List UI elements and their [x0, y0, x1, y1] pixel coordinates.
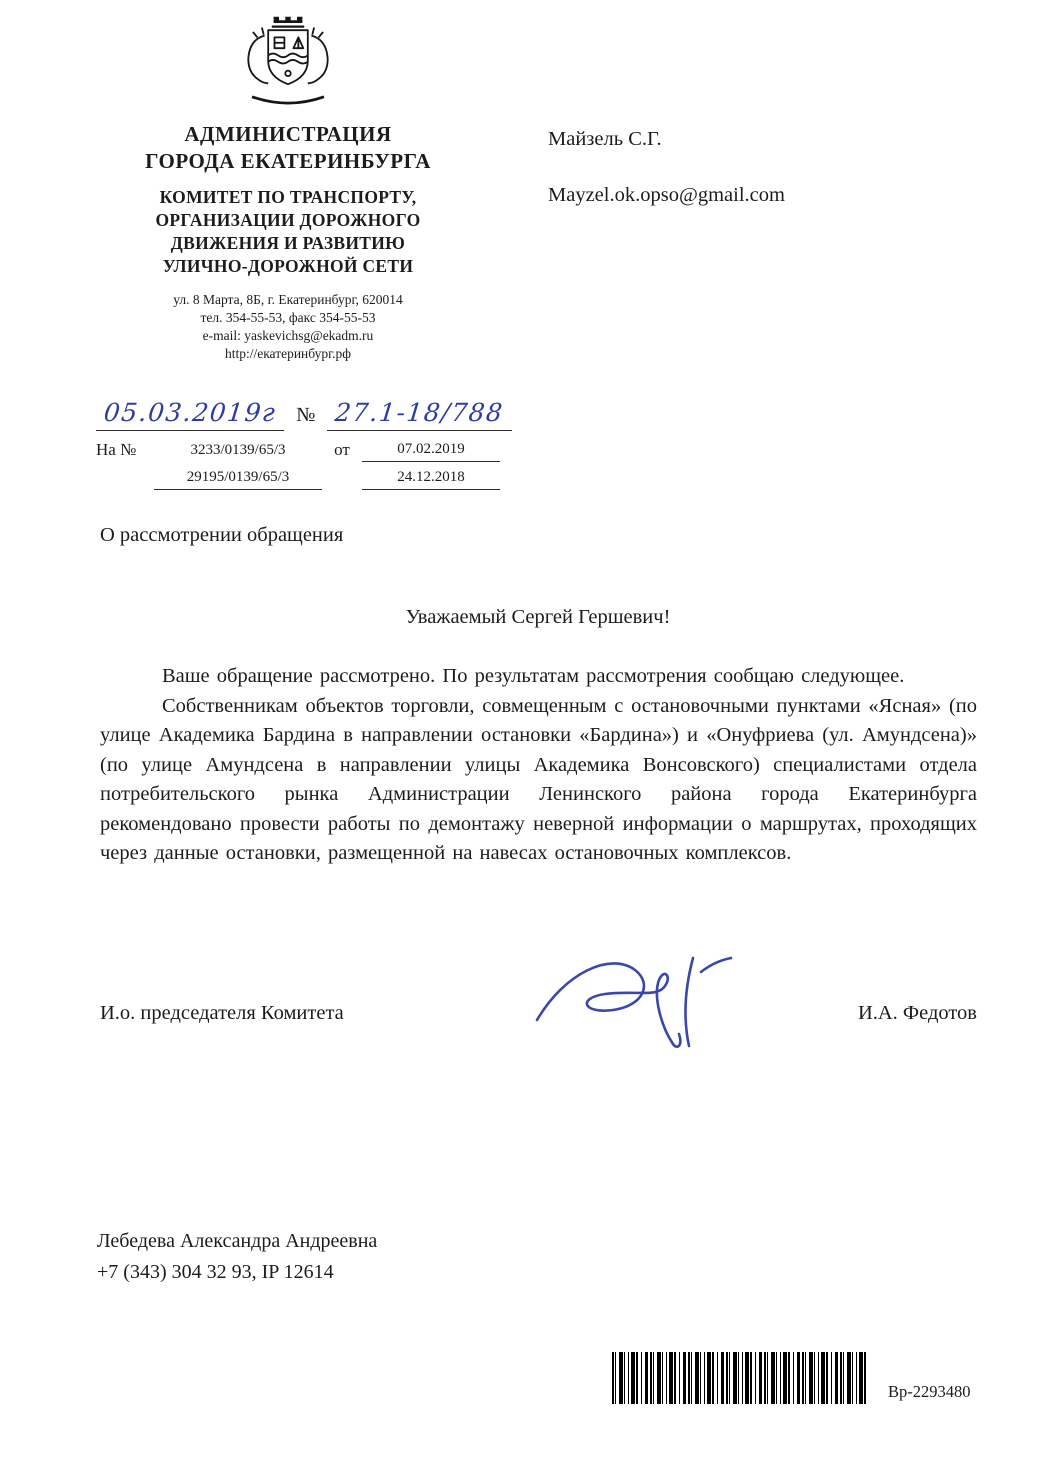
- barcode-row: [612, 1352, 971, 1404]
- org-email: e-mail: yaskevichsg@ekadm.ru: [202, 328, 374, 343]
- executor-phone: +7 (343) 304 32 93, IP 12614: [97, 1261, 334, 1283]
- recipient-email: Mayzel.ok.opso@gmail.com: [548, 184, 785, 206]
- incoming-number-1: 3233/0139/65/3: [190, 442, 286, 458]
- coat-of-arms-icon: [234, 12, 342, 111]
- recipient-name: Майзель С.Г.: [548, 128, 662, 150]
- barcode-image: [612, 1352, 868, 1404]
- na-no-label: На №: [96, 440, 137, 459]
- subject-line: О рассмотрении обращения: [100, 524, 344, 546]
- outgoing-date-handwritten: 05.03.2019г: [102, 398, 278, 427]
- outgoing-number-slot: [327, 398, 512, 431]
- body-paragraph: Ваше обращение рассмотрено. По результатам рассмотрения сообщаю следующее.: [162, 665, 905, 687]
- ot-label: от: [334, 440, 350, 459]
- executor-block: [97, 1226, 377, 1288]
- executor-name: Лебедева Александра Андреевна: [97, 1230, 378, 1252]
- signer-name: И.А. Федотов: [857, 1002, 977, 1024]
- contact-block: [88, 291, 488, 363]
- number-sign: №: [296, 404, 316, 426]
- outgoing-date-slot: [96, 398, 284, 431]
- org-phone: тел. 354-55-53, факс 354-55-53: [200, 310, 376, 325]
- org-line: АДМИНИСТРАЦИЯ: [184, 122, 392, 146]
- incoming-reference-grid: [96, 440, 516, 490]
- committee-line: ДВИЖЕНИЯ И РАЗВИТИЮ: [170, 233, 406, 253]
- committee-line: ОРГАНИЗАЦИИ ДОРОЖНОГО: [155, 210, 421, 230]
- org-address: ул. 8 Марта, 8Б, г. Екатеринбург, 620014: [173, 292, 403, 307]
- incoming-number-2: 29195/0139/65/3: [154, 469, 322, 490]
- committee-line: КОМИТЕТ ПО ТРАНСПОРТУ,: [159, 187, 417, 207]
- outgoing-line: [96, 398, 516, 431]
- organization-name: [88, 121, 488, 175]
- letter-body: [100, 662, 977, 869]
- letterhead: [88, 12, 488, 363]
- incoming-date-1: 07.02.2019: [362, 441, 500, 462]
- body-paragraph: Собственникам объектов торговли, совмещенным с остановочными пунктами «Ясная» (по улице Академика Бардина в направлении остановки «Бардина») и «Онуфриева (ул. Амундсена)» (по улице Амундсена в направлении улицы Академика Вонсовского) специалистами отдела потребительского рынка Администрации Ленинского района города Екатеринбурга рекомендовано провести работы по демонтажу неверной информации о маршрутах, проходящих через данные остановки, размещенной на навесах остановочных комплексов.: [100, 694, 977, 864]
- greeting-line: Уважаемый Сергей Гершевич!: [405, 606, 671, 628]
- org-line: ГОРОДА ЕКАТЕРИНБУРГА: [145, 149, 431, 173]
- committee-line: УЛИЧНО-ДОРОЖНОЙ СЕТИ: [162, 256, 414, 276]
- signature-row: [100, 1002, 977, 1025]
- signer-position: И.о. председателя Комитета: [100, 1002, 344, 1024]
- committee-name: [88, 186, 488, 278]
- reference-block: [96, 398, 516, 490]
- org-website: http://екатеринбург.рф: [224, 346, 352, 361]
- recipient-block: [548, 128, 785, 207]
- incoming-date-2: 24.12.2018: [362, 469, 500, 490]
- outgoing-number-handwritten: 27.1-18/788: [333, 398, 506, 427]
- barcode-label: Вр-2293480: [888, 1382, 971, 1401]
